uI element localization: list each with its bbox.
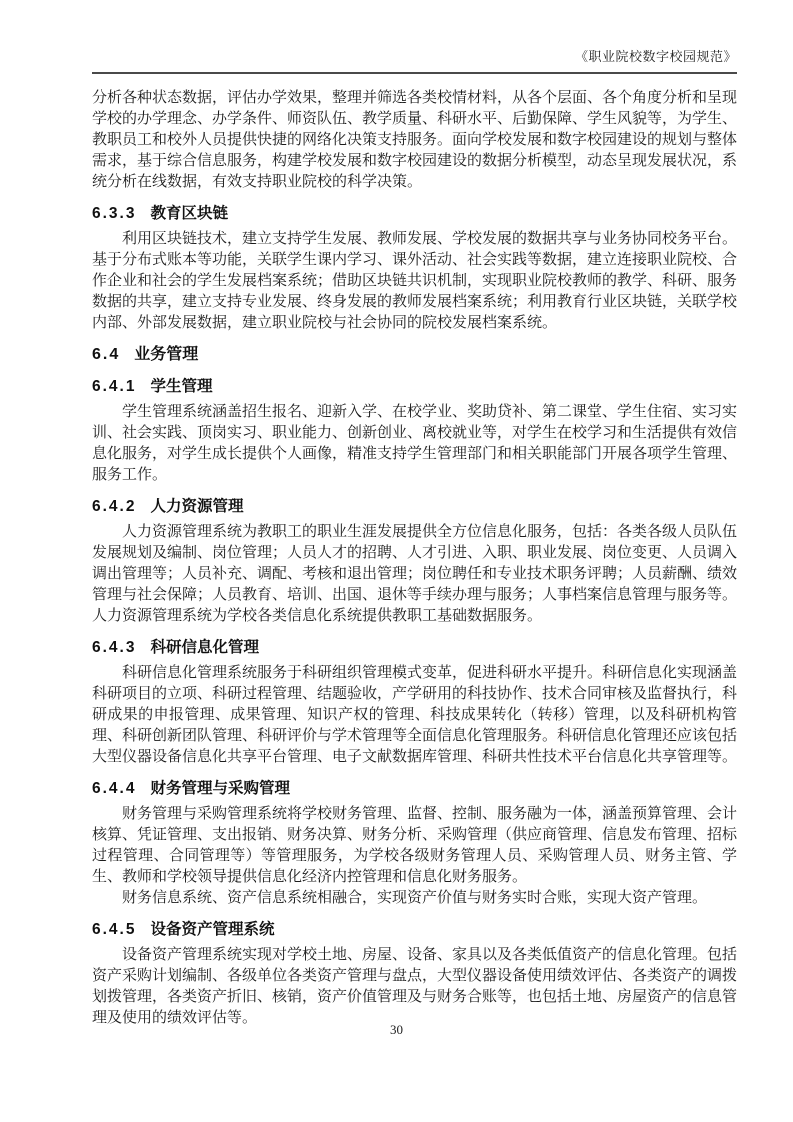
heading-title: 人力资源管理 bbox=[150, 498, 244, 515]
heading-6-4-1 bbox=[92, 376, 737, 398]
heading-title: 学生管理 bbox=[150, 378, 213, 395]
paragraph-finance-procurement: 财务管理与采购管理系统将学校财务管理、监督、控制、服务融为一体，涵盖预算管理、会计核算、凭证管理、支出报销、财务决算、财务分析、采购管理（供应商管理、信息发布管理、招标过程管理、合同管理等）等管理服务，为学校各级财务管理人员、采购管理人员、财务主管、学生、教师和学校领导提供信息化经济内控管理和信息化财务服务。 bbox=[92, 806, 738, 885]
running-header bbox=[92, 46, 737, 74]
page-content bbox=[92, 88, 737, 1029]
paragraph-equipment-assets: 设备资产管理系统实现对学校土地、房屋、设备、家具以及各类低值资产的信息化管理。包括资产采购计划编制、各级单位各类资产管理与盘点，大型仪器设备使用绩效评估、各类资产的调拨划拨管理，各类资产折旧、核销，资产价值管理及与财务合账等，也包括土地、房屋资产的信息管理及使用的绩效评估等。 bbox=[92, 947, 738, 1026]
heading-6-4-5 bbox=[92, 919, 737, 941]
heading-6-4-3 bbox=[92, 637, 737, 659]
heading-title: 科研信息化管理 bbox=[150, 639, 259, 656]
heading-6-4 bbox=[92, 344, 737, 366]
paragraph-student-management: 学生管理系统涵盖招生报名、迎新入学、在校学业、奖助贷补、第二课堂、学生住宿、实习实训、社会实践、顶岗实习、职业能力、创新创业、离校就业等，对学生在校学习和生活提供有效信息化服务，对学生成长提供个人画像，精准支持学生管理部门和相关职能部门开展各项学生管理、服务工作。 bbox=[92, 404, 738, 483]
paragraph-research-informatization: 科研信息化管理系统服务于科研组织管理模式变革，促进科研水平提升。科研信息化实现涵盖科研项目的立项、科研过程管理、结题验收，产学研用的科技协作、技术合同审核及监督执行，科研成果的申报管理、成果管理、知识产权的管理、科技成果转化（转移）管理，以及科研机构管理、科研创新团队管理、科研评价与学术管理等全面信息化管理服务。科研信息化管理还应该包括大型仪器设备信息化共享平台管理、电子文献数据库管理、科研共性技术平台信息化共享管理等。 bbox=[92, 665, 738, 765]
page-footer bbox=[0, 1022, 793, 1038]
paragraph-intro-continuation: 分析各种状态数据，评估办学效果，整理并筛选各类校情材料，从各个层面、各个角度分析和呈现学校的办学理念、办学条件、师资队伍、教学质量、科研水平、后勤保障、学生风貌等，为学生、教职员工和校外人员提供快捷的网络化决策支持服务。面向学校发展和数字校园建设的规划与整体需求，基于综合信息服务，构建学校发展和数字校园建设的数据分析模型，动态呈现发展状况，系统分析在线数据，有效支持职业院校的科学决策。 bbox=[92, 90, 738, 190]
heading-number: 6.4.3 bbox=[92, 639, 137, 656]
heading-title: 设备资产管理系统 bbox=[150, 921, 275, 938]
paragraph-hr-management: 人力资源管理系统为教职工的职业生涯发展提供全方位信息化服务，包括：各类各级人员队伍发展规划及编制、岗位管理；人员人才的招聘、人才引进、入职、职业发展、岗位变更、人员调入调出管理等；人员补充、调配、考核和退出管理；岗位聘任和专业技术职务评聘；人员薪酬、绩效管理与社会保障；人员教育、培训、出国、退休等手续办理与服务；人事档案信息管理与服务等。人力资源管理系统为学校各类信息化系统提供教职工基础数据服务。 bbox=[92, 524, 738, 624]
heading-title: 教育区块链 bbox=[150, 205, 228, 222]
heading-number: 6.4 bbox=[92, 346, 121, 363]
paragraph-education-blockchain: 利用区块链技术，建立支持学生发展、教师发展、学校发展的数据共享与业务协同校务平台。基于分布式账本等功能，关联学生课内学习、课外活动、社会实践等数据，建立连接职业院校、合作企业和社会的学生发展档案系统；借助区块链共识机制，实现职业院校教师的教学、科研、服务数据的共享，建立支持专业发展、终身发展的教师发展档案系统；利用教育行业区块链，关联学校内部、外部发展数据，建立职业院校与社会协同的院校发展档案系统。 bbox=[92, 231, 738, 331]
heading-number: 6.4.1 bbox=[92, 378, 137, 395]
heading-number: 6.3.3 bbox=[92, 205, 137, 222]
document-title: 《职业院校数字校园规范》 bbox=[574, 49, 737, 64]
heading-number: 6.4.4 bbox=[92, 780, 137, 797]
heading-6-4-4 bbox=[92, 778, 737, 800]
heading-6-3-3 bbox=[92, 203, 737, 225]
page-number: 30 bbox=[390, 1022, 403, 1037]
heading-6-4-2 bbox=[92, 496, 737, 518]
heading-title: 业务管理 bbox=[134, 346, 199, 363]
heading-number: 6.4.2 bbox=[92, 498, 137, 515]
paragraph-finance-asset-merge: 财务信息系统、资产信息系统相融合，实现资产价值与财务实时合账，实现大资产管理。 bbox=[122, 890, 708, 906]
heading-title: 财务管理与采购管理 bbox=[150, 780, 290, 797]
heading-number: 6.4.5 bbox=[92, 921, 137, 938]
